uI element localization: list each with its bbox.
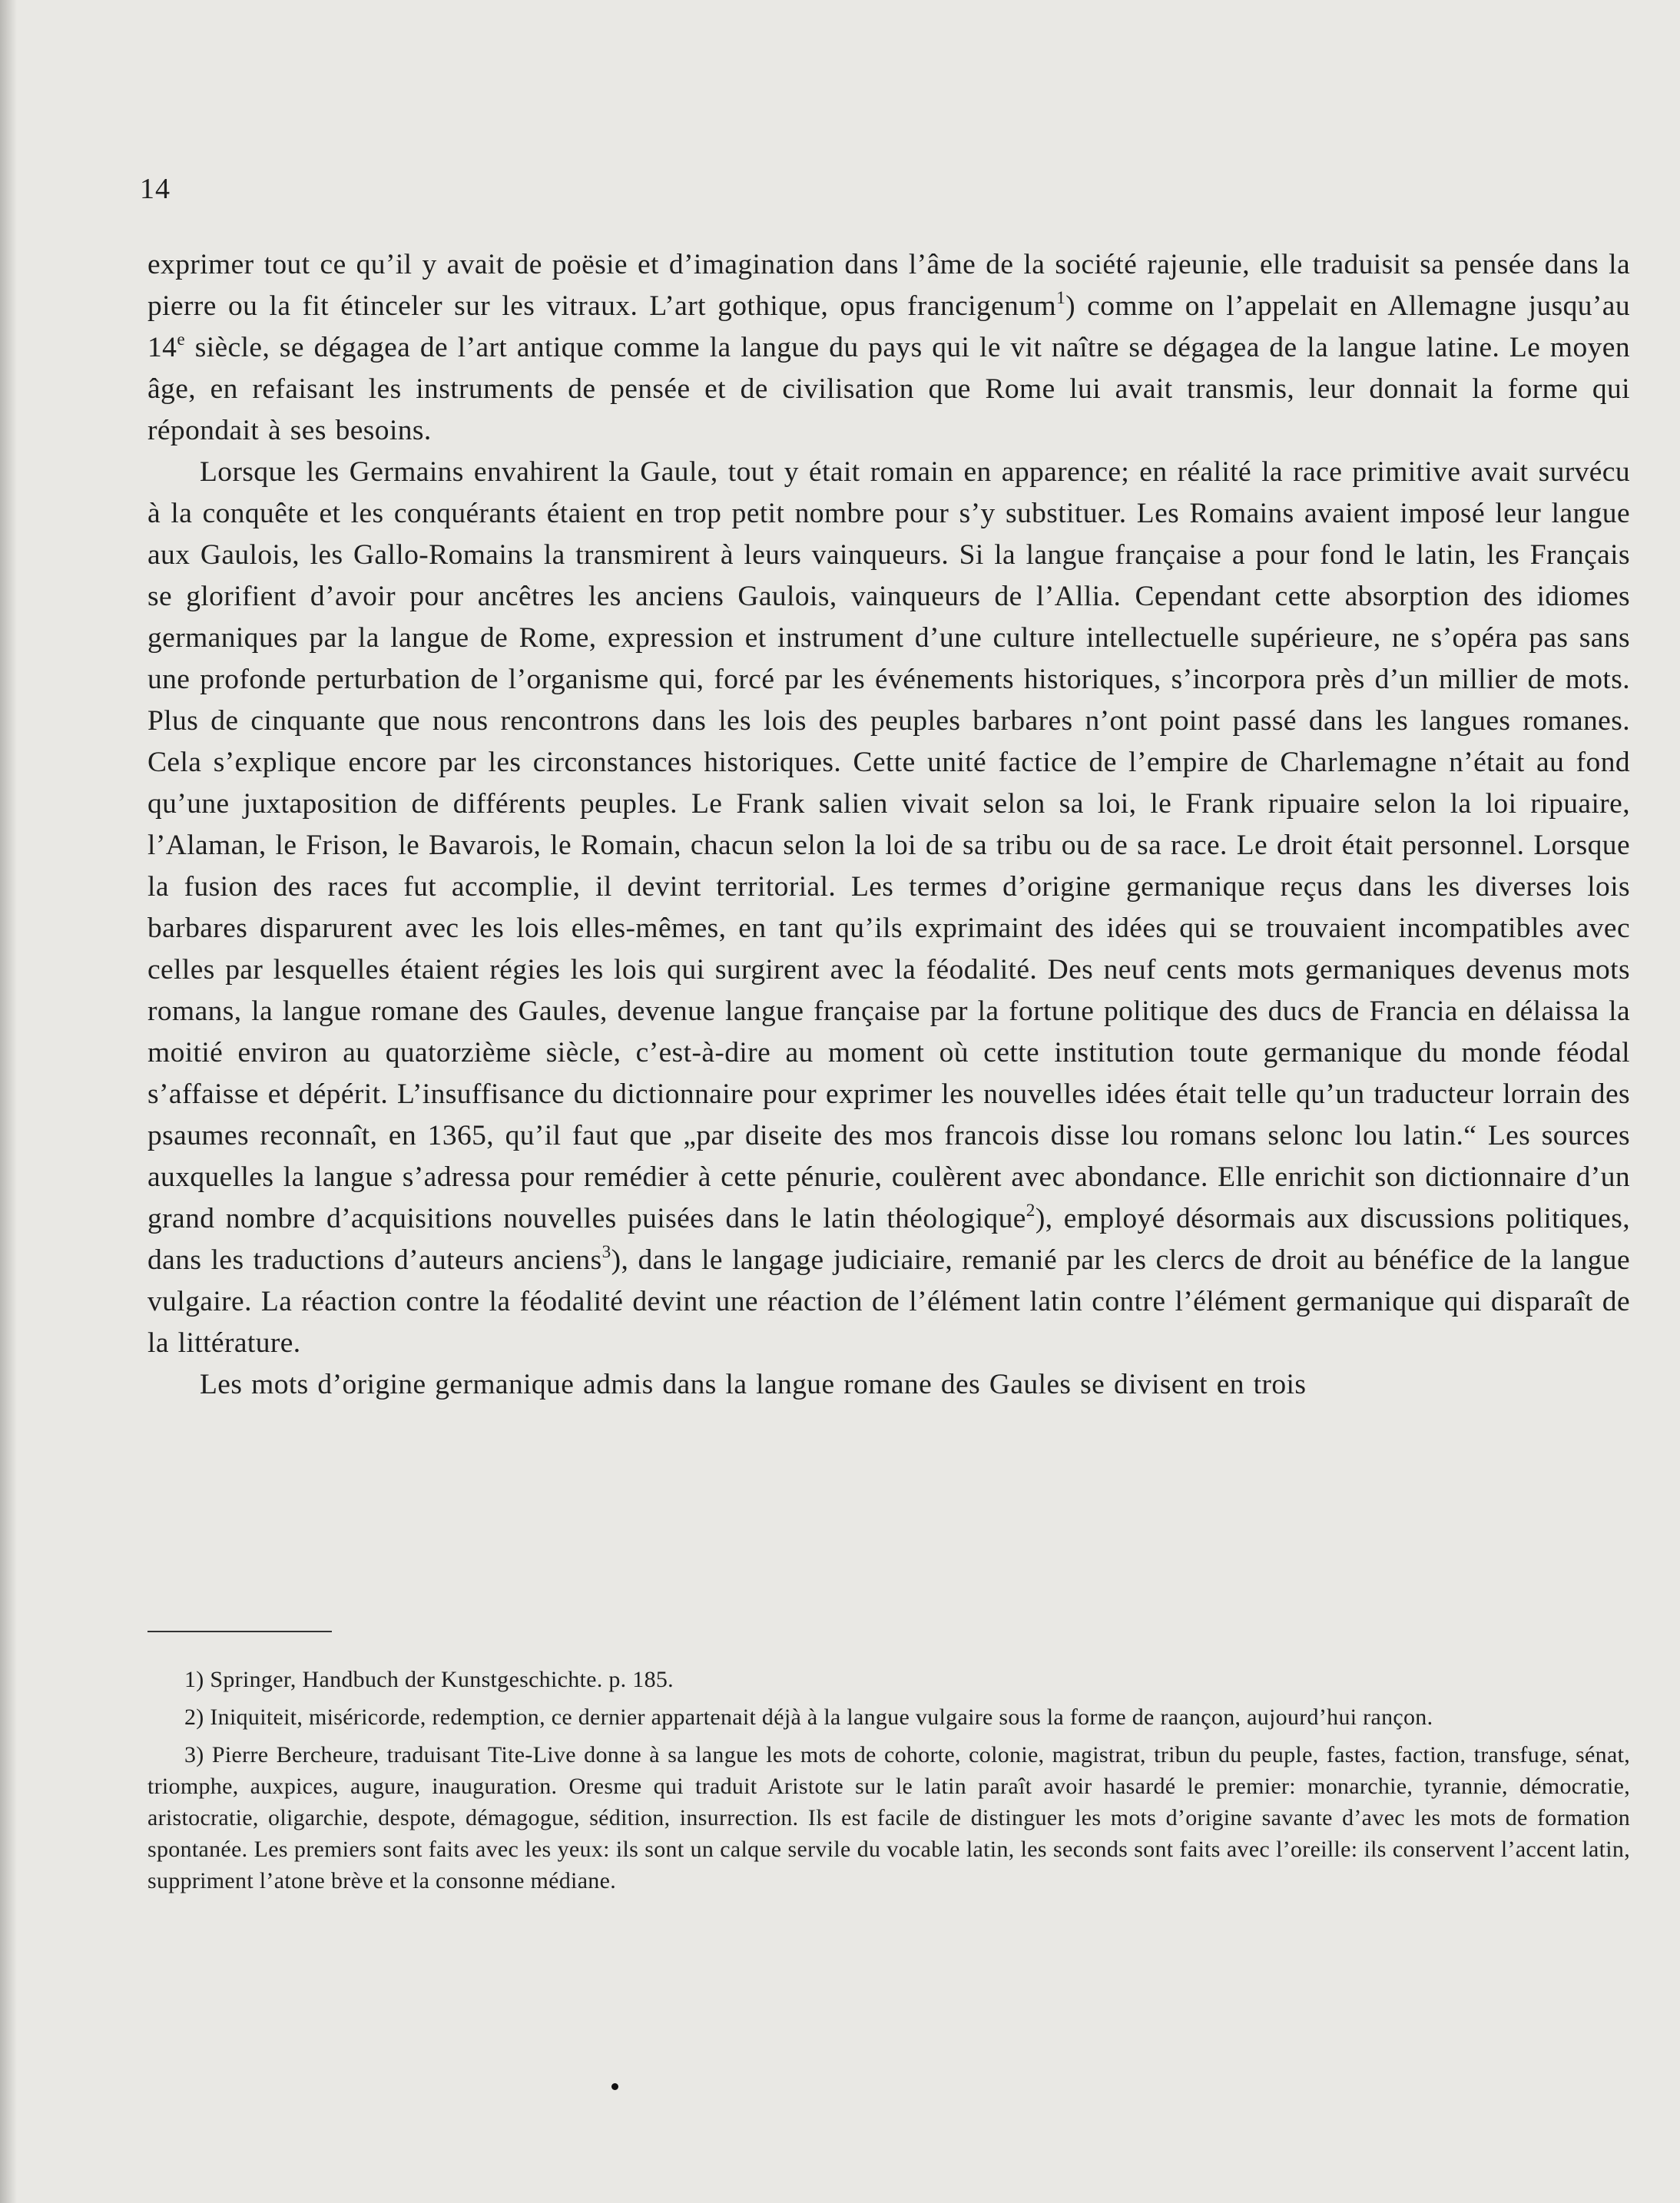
footnote-ref-2: 2: [1026, 1200, 1036, 1221]
footnote-1: 1) Springer, Handbuch der Kunstgeschichte. p. 185.: [184, 1667, 674, 1692]
page-number: 14: [140, 173, 171, 205]
paragraph-1-part-a: exprimer tout ce qu’il y avait de poësie et d’imagination dans l’âme de la société rajeunie, elle traduisit sa pensée dans la pierre ou la fit étinceler sur les vitraux. L’art gothique, opus francigenum: [147, 249, 1630, 322]
paragraph-2-part-b: ), employé désormais aux discussions politiques, dans les traductions d’auteurs anciens: [147, 1203, 1630, 1276]
ordinal-superscript: e: [177, 329, 186, 349]
paragraph-2: [147, 452, 1630, 1364]
body-text: [147, 244, 1630, 1406]
paragraph-1-part-b: ) comme on l’appelait en Allemagne jusqu’au 14: [147, 290, 1631, 363]
footnote-3: 3) Pierre Bercheure, traduisant Tite-Live donne à sa langue les mots de cohorte, colonie, magistrat, tribun du peuple, fastes, faction, transfuge, sénat, triomphe, auxpices, augure, inauguration. Oresme qui traduit Aristote sur le latin paraît avoir hasardé le premier: monarchie, tyrannie, démocratie, aristocratie, oligarchie, despote, démagogue, sédition, insurrection. Ils est facile de distinguer les mots d’origine savante d’avec les mots de formation spontanée. Les premiers sont faits avec les yeux: ils sont un calque servile du vocable latin, les seconds sont faits avec l’oreille: ils conservent l’accent latin, suppriment l’atone brève et la consonne médiane.: [147, 1742, 1630, 1893]
page-edge-shadow: [0, 0, 17, 2203]
footnote-2: 2) Iniquiteit, miséricorde, redemption, ce dernier appartenait déjà à la langue vulgaire sous la forme de raançon, aujourd’hui rançon.: [184, 1704, 1433, 1730]
footnote-divider: [147, 1631, 332, 1632]
paragraph-1: [147, 244, 1630, 452]
ink-speck: [611, 2083, 618, 2090]
footnotes: [147, 1664, 1630, 1903]
paragraph-1-part-c: siècle, se dégagea de l’art antique comme la langue du pays qui le vit naître se dégagea de la langue latine. Le moyen âge, en refaisant les instruments de pensée et de civilisation que Rome lui avait transmis, leur donnait la forme qui répondait à ses besoins.: [147, 332, 1630, 446]
footnote-ref-1: 1: [1056, 287, 1066, 308]
footnote-ref-3: 3: [601, 1241, 611, 1262]
paragraph-2-part-a: Lorsque les Germains envahirent la Gaule, tout y était romain en apparence; en réalité la race primitive avait survécu à la conquête et les conquérants étaient en trop petit nombre pour s’y substituer. Les Romains avaient imposé leur langue aux Gaulois, les Gallo-Romains la transmirent à leurs vainqueurs. Si la langue française a pour fond le latin, les Français se glorifient d’avoir pour ancêtres les anciens Gaulois, vainqueurs de l’Allia. Cependant cette absorption des idiomes germaniques par la langue de Rome, expression et instrument d’une culture intellectuelle supérieure, ne s’opéra pas sans une profonde perturbation de l’organisme qui, forcé par les événements historiques, s’incorpora près d’un millier de mots. Plus de cinquante que nous rencontrons dans les lois des peuples barbares n’ont point passé dans les langues romanes. Cela s’explique encore par les circonstances historiques. Cette unité factice de l’empire de Charlemagne n’était au fond qu’une juxtaposition de différents peuples. Le Frank salien vivait selon sa loi, le Frank ripuaire selon la loi ripuaire, l’Alaman, le Frison, le Bavarois, le Romain, chacun selon la loi de sa tribu ou de sa race. Le droit était personnel. Lorsque la fusion des races fut accomplie, il devint territorial. Les termes d’origine germanique reçus dans les diverses lois barbares disparurent avec les lois elles-mêmes, en tant qu’ils exprimaint des idées qui se trouvaient incompatibles avec celles par lesquelles étaient régies les lois qui surgirent avec la féodalité. Des neuf cents mots germaniques devenus mots romans, la langue romane des Gaules, devenue langue française par la fortune politique des ducs de Francia en délaissa la moitié environ au quatorzième siècle, c’est-à-dire au moment où cette institution toute germanique du monde féodal s’affaisse et dépérit. L’insuffisance du dictionnaire pour exprimer les nouvelles idées était telle qu’un traducteur lorrain des psaumes reconnaît, en 1365, qu’il faut que „par diseite des mos francois disse lou romans selonc lou latin.“ Les sources auxquelles la langue s’adressa pour remédier à cette pénurie, coulèrent avec abondance. Elle enrichit son dictionnaire d’un grand nombre d’acquisitions nouvelles puisées dans le latin théologique: [147, 456, 1630, 1234]
paragraph-3: Les mots d’origine germanique admis dans la langue romane des Gaules se divisent en trois: [200, 1369, 1307, 1400]
paragraph-2-part-c: ), dans le langage judiciaire, remanié par les clercs de droit au bénéfice de la langue vulgaire. La réaction contre la féodalité devint une réaction de l’élément latin contre l’élément germanique qui disparaît de la littérature.: [147, 1244, 1630, 1359]
